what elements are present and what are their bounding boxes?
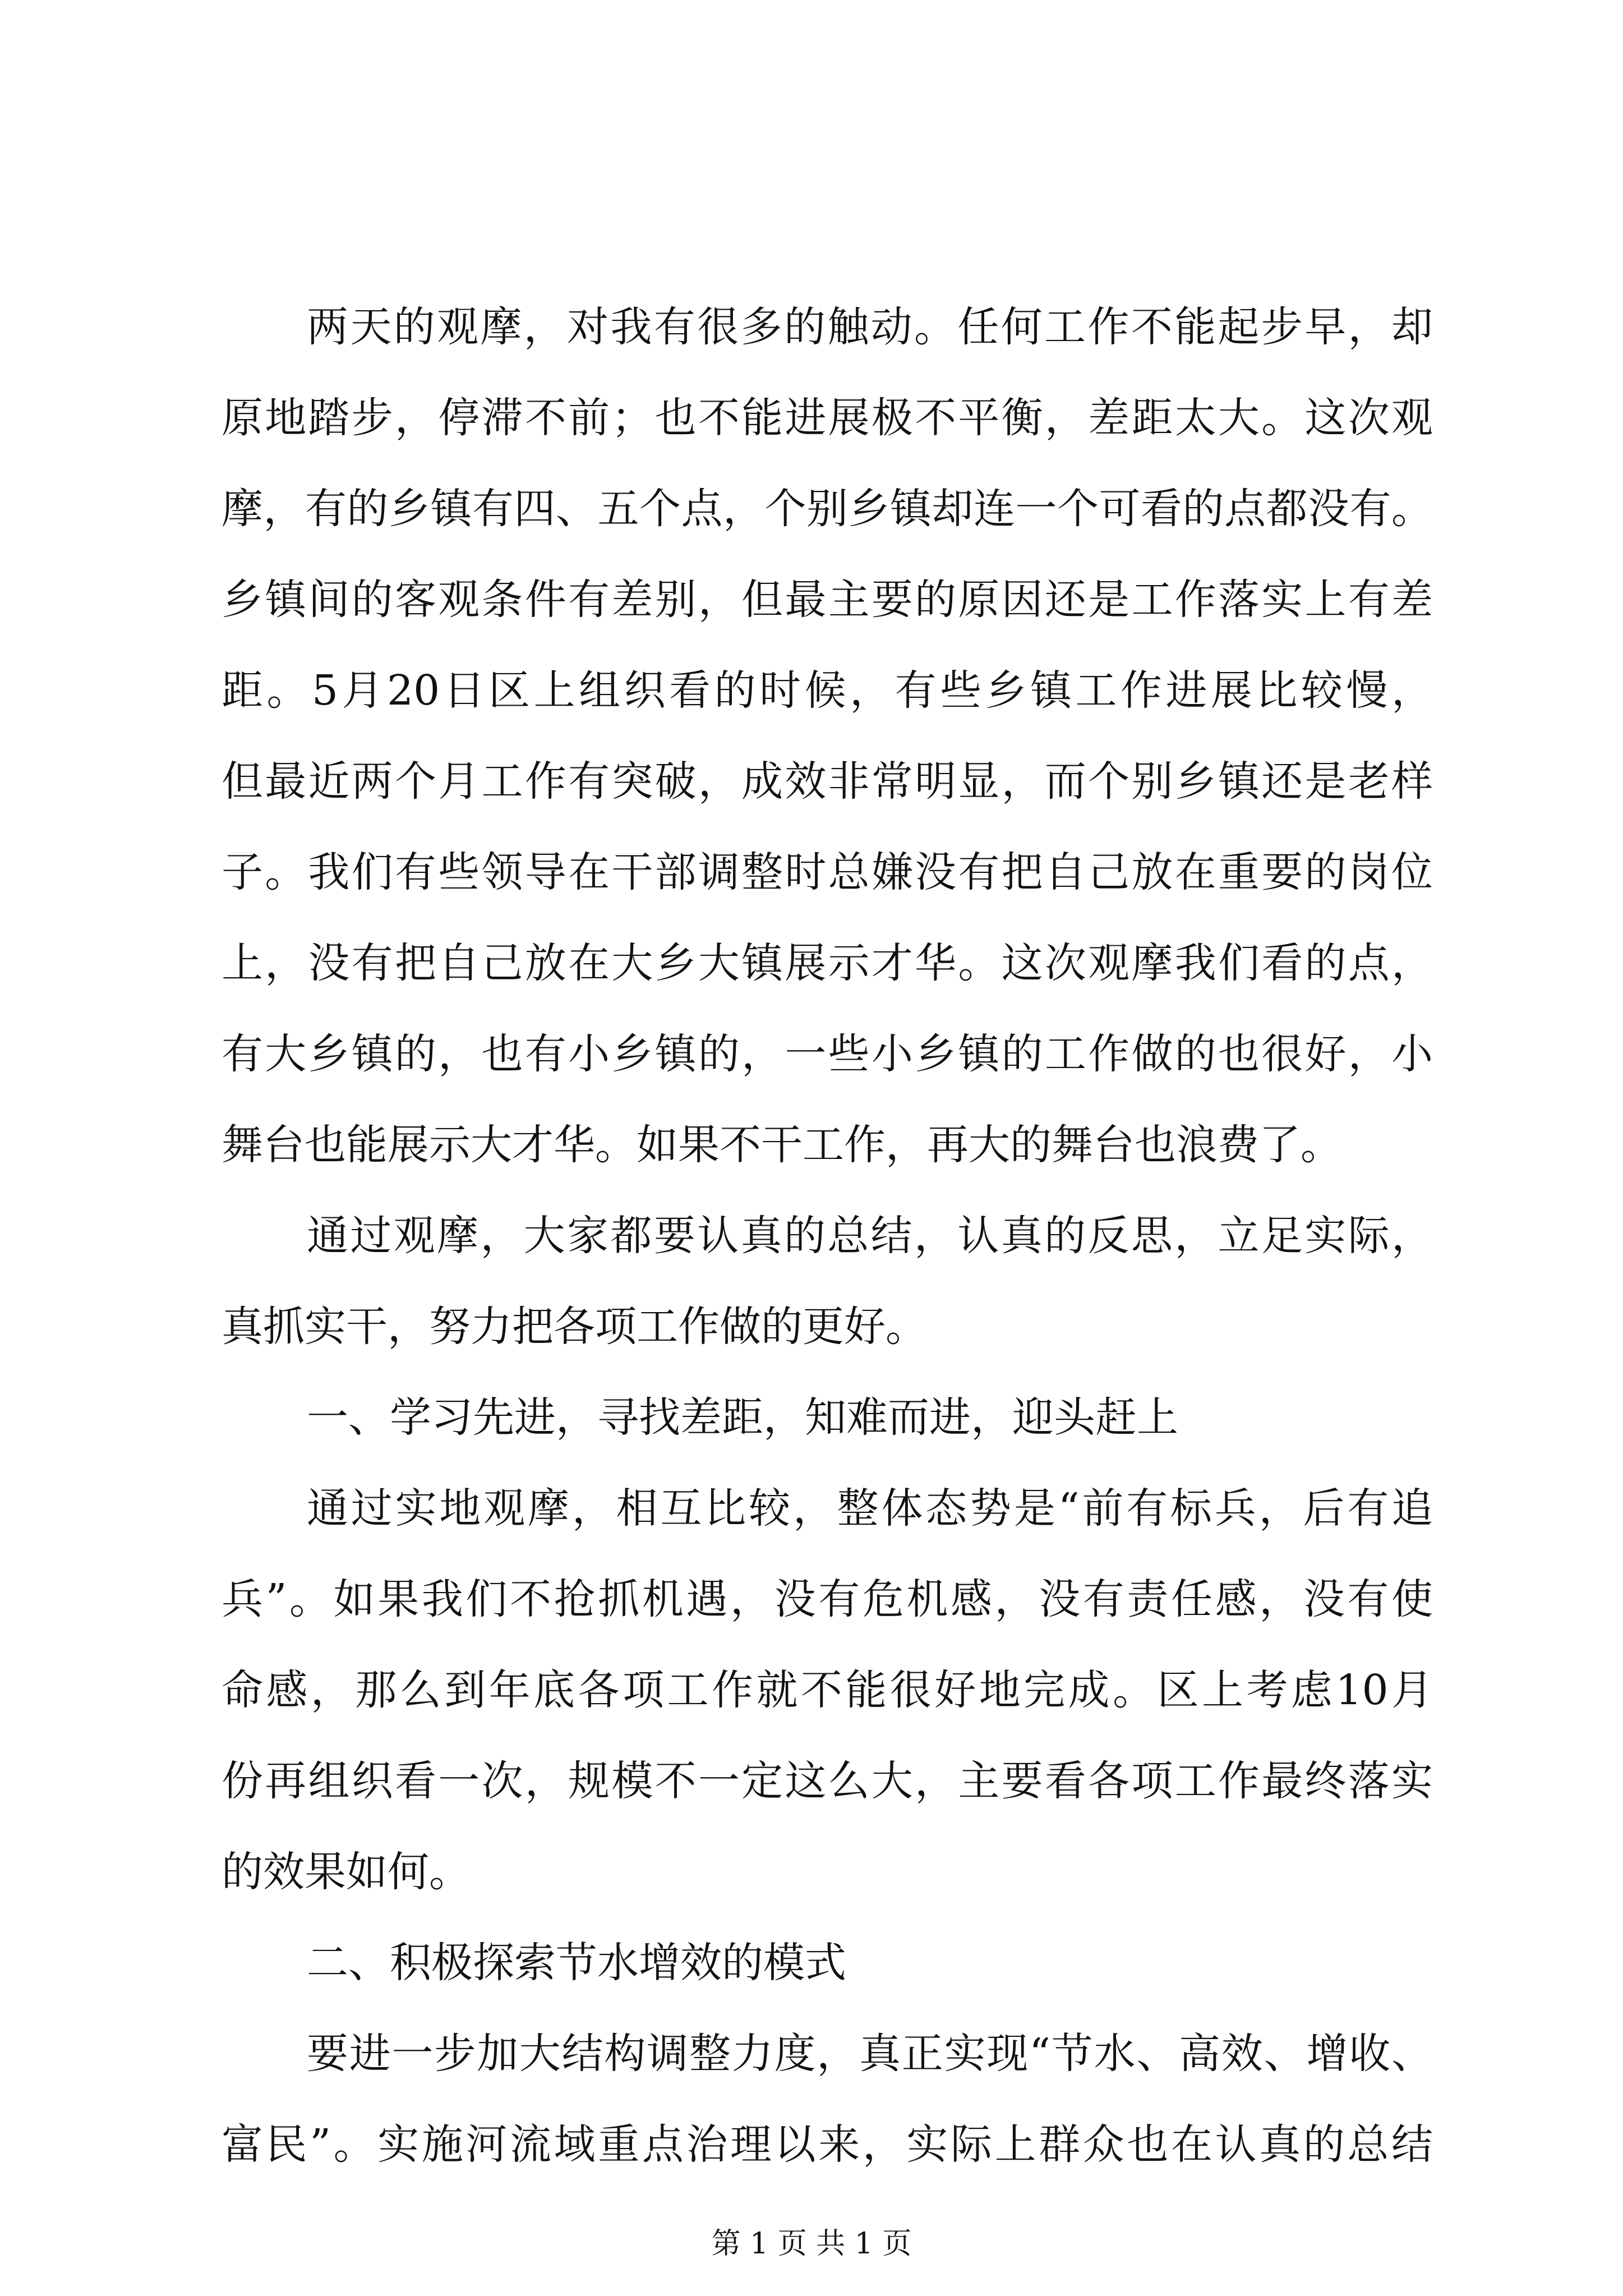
paragraph-1-line-5: 距。5月20日区上组织看的时候，有些乡镇工作进展比较慢， [222, 666, 1433, 715]
paragraph-4-line-1: 要进一步加大结构调整力度，真正实现“节水、高效、增收、 [307, 2030, 1433, 2078]
paragraph-1-line-4: 乡镇间的客观条件有差别，但最主要的原因还是工作落实上有差 [222, 576, 1433, 624]
paragraph-1-line-10: 舞台也能展示大才华。如果不干工作，再大的舞台也浪费了。 [222, 1121, 1342, 1169]
paragraph-1-line-2: 原地踏步，停滞不前；也不能进展极不平衡，差距太大。这次观 [222, 394, 1433, 442]
paragraph-1-line-8: 上，没有把自己放在大乡大镇展示才华。这次观摩我们看的点， [222, 939, 1433, 987]
paragraph-3-line-5: 的效果如何。 [222, 1848, 471, 1896]
paragraph-1-line-3: 摩，有的乡镇有四、五个点，个别乡镇却连一个可看的点都没有。 [222, 485, 1433, 533]
paragraph-2-line-2: 真抓实干，努力把各项工作做的更好。 [222, 1303, 927, 1351]
section-heading-1: 一、学习先进，寻找差距，知难而进，迎头赶上 [307, 1393, 1178, 1442]
paragraph-1-line-6: 但最近两个月工作有突破，成效非常明显，而个别乡镇还是老样 [222, 757, 1433, 806]
paragraph-1-line-9: 有大乡镇的，也有小乡镇的，一些小乡镇的工作做的也很好，小 [222, 1030, 1433, 1078]
paragraph-3-line-2: 兵”。如果我们不抢抓机遇，没有危机感，没有责任感，没有使 [222, 1575, 1433, 1623]
paragraph-1-line-1: 两天的观摩，对我有很多的触动。任何工作不能起步早，却 [307, 303, 1433, 351]
paragraph-3-line-4: 份再组织看一次，规模不一定这么大，主要看各项工作最终落实 [222, 1757, 1433, 1805]
paragraph-2-line-1: 通过观摩，大家都要认真的总结，认真的反思，立足实际， [307, 1212, 1433, 1260]
paragraph-3-line-3: 命感，那么到年底各项工作就不能很好地完成。区上考虑10月 [222, 1666, 1433, 1714]
section-heading-2: 二、积极探索节水增效的模式 [307, 1939, 846, 1987]
page-footer: 第 1 页 共 1 页 [711, 2227, 912, 2261]
paragraph-3-line-1: 通过实地观摩，相互比较，整体态势是“前有标兵，后有追 [307, 1484, 1433, 1533]
paragraph-4-line-2: 富民”。实施河流域重点治理以来，实际上群众也在认真的总结 [222, 2120, 1433, 2169]
paragraph-1-line-7: 子。我们有些领导在干部调整时总嫌没有把自己放在重要的岗位 [222, 848, 1433, 896]
